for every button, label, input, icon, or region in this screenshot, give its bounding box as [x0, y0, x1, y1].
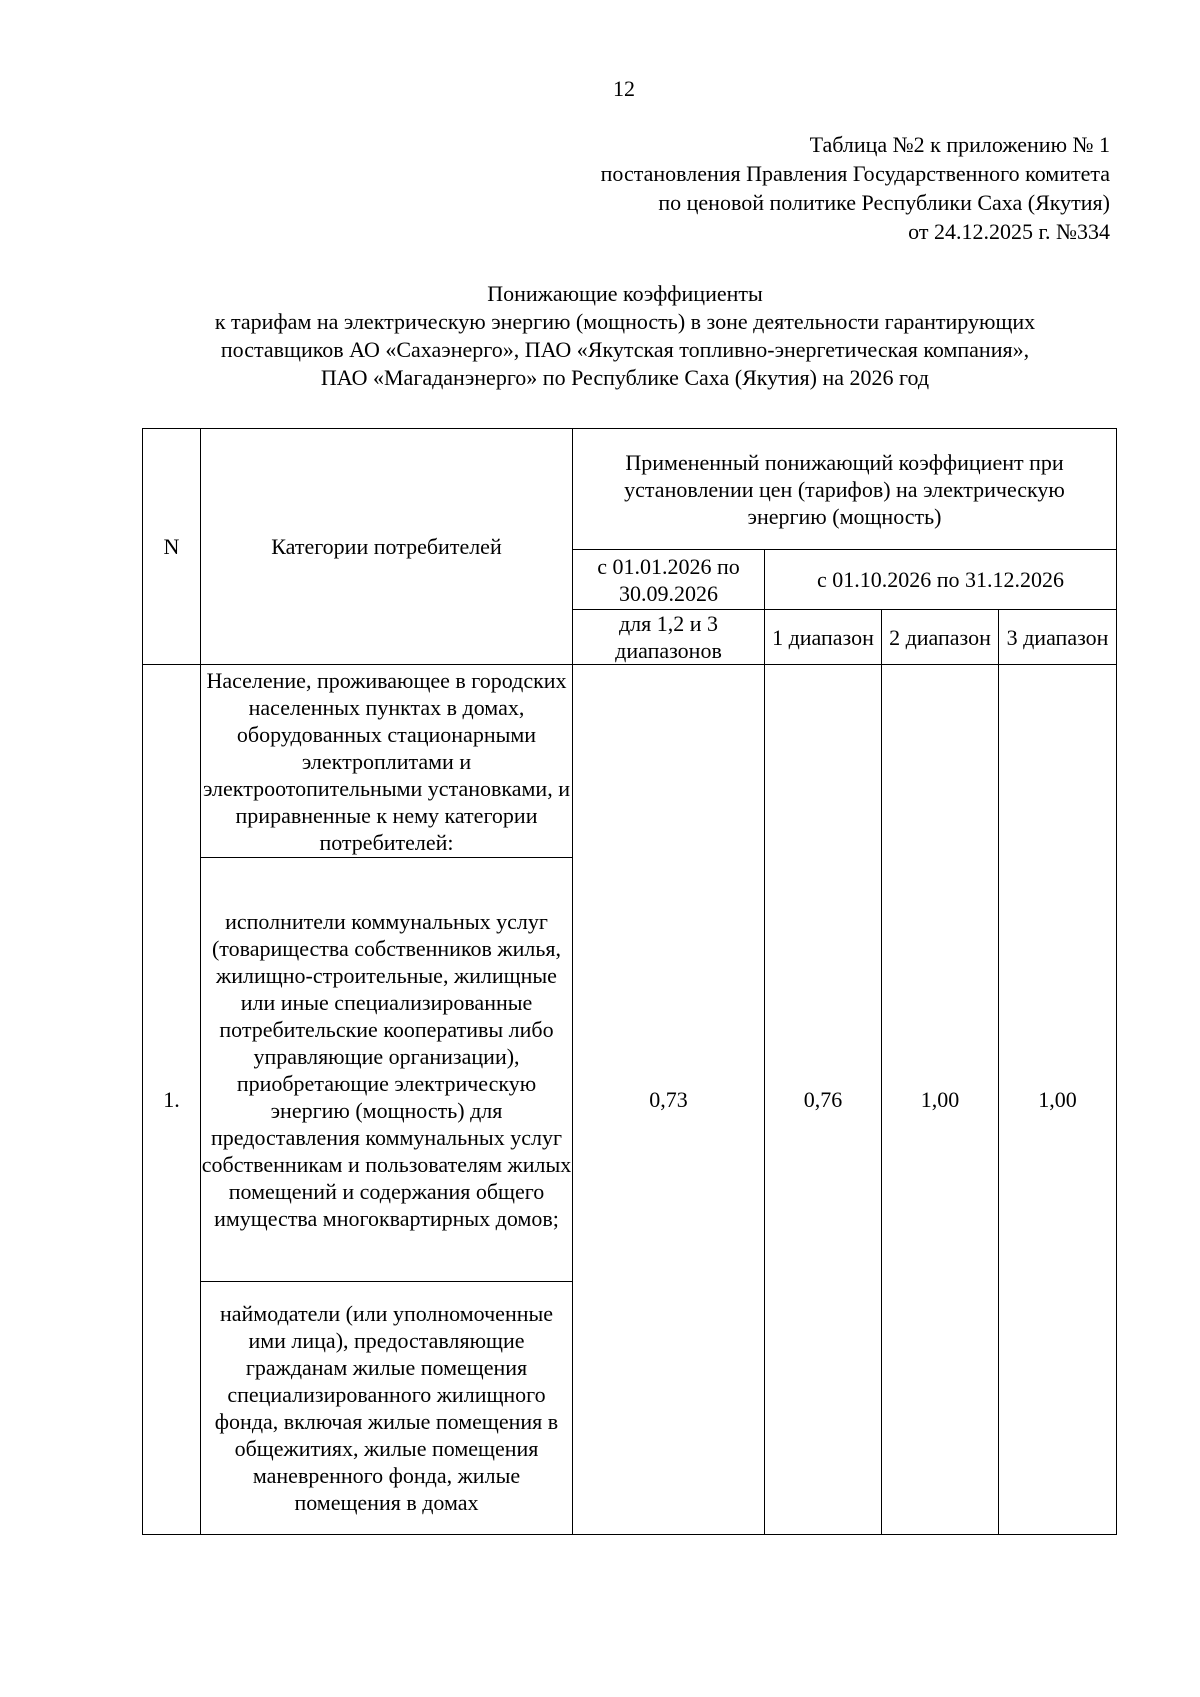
header-range-3: 3 диапазон	[999, 610, 1117, 665]
attachment-reference	[410, 130, 1110, 246]
title-line-4: ПАО «Магаданэнерго» по Республике Саха (Якутия) на 2026 год	[320, 365, 930, 390]
value-period-1: 0,73	[573, 665, 765, 1535]
value-range-1: 0,76	[765, 665, 882, 1535]
header-category: Категории потребителей	[201, 429, 573, 665]
header-period-2: с 01.10.2026 по 31.12.2026	[765, 550, 1117, 610]
header-range-2: 2 диапазон	[882, 610, 999, 665]
header-range-1: 1 диапазон	[765, 610, 882, 665]
row-number: 1.	[143, 665, 201, 1535]
category-text-3: наймодатели (или уполномоченные ими лица), предоставляющие гражданам жилые помещения специализированного жилищного фонда, включая жилые помещения в общежитиях, жилые помещения маневренного фонда, жилые помещения в домах	[201, 1282, 573, 1535]
page-number: 12	[613, 76, 635, 101]
attachment-line-2: постановления Правления Государственного комитета	[600, 161, 1110, 186]
title-line-3: поставщиков АО «Сахаэнерго», ПАО «Якутская топливно-энергетическая компания»,	[220, 337, 1030, 362]
header-coefficient	[573, 429, 1117, 550]
attachment-line-4: от 24.12.2025 г. №334	[908, 219, 1110, 244]
category-text-1: Население, проживающее в городских населенных пунктах в домах, оборудованных стационарными электроплитами и электроотопительными установками, и приравненные к нему категории потребителей:	[201, 665, 573, 858]
title-line-2: к тарифам на электрическую энергию (мощность) в зоне деятельности гарантирующих	[214, 309, 1036, 334]
value-range-2: 1,00	[882, 665, 999, 1535]
header-number: N	[143, 429, 201, 665]
header-period-1: с 01.01.2026 по 30.09.2026	[573, 550, 765, 610]
document-title	[150, 280, 1100, 392]
attachment-line-3: по ценовой политике Республики Саха (Якутия)	[658, 190, 1110, 215]
coefficients-table	[142, 428, 1117, 1535]
title-line-1: Понижающие коэффициенты	[487, 281, 763, 306]
header-range-all: для 1,2 и 3 диапазонов	[573, 610, 765, 665]
table-row	[143, 665, 1117, 858]
value-range-3: 1,00	[999, 665, 1117, 1535]
header-coefficient-text: Примененный понижающий коэффициент при установлении цен (тарифов) на электрическую энергию (мощность)	[624, 449, 1065, 529]
attachment-line-1: Таблица №2 к приложению № 1	[809, 132, 1110, 157]
category-text-2: исполнители коммунальных услуг (товарищества собственников жилья, жилищно-строительные, жилищные или иные специализированные потребительские кооперативы либо управляющие организации), приобретающие электрическую энергию (мощность) для предоставления коммунальных услуг собственникам и пользователям жилых помещений и содержания общего имущества многоквартирных домов;	[201, 858, 573, 1282]
